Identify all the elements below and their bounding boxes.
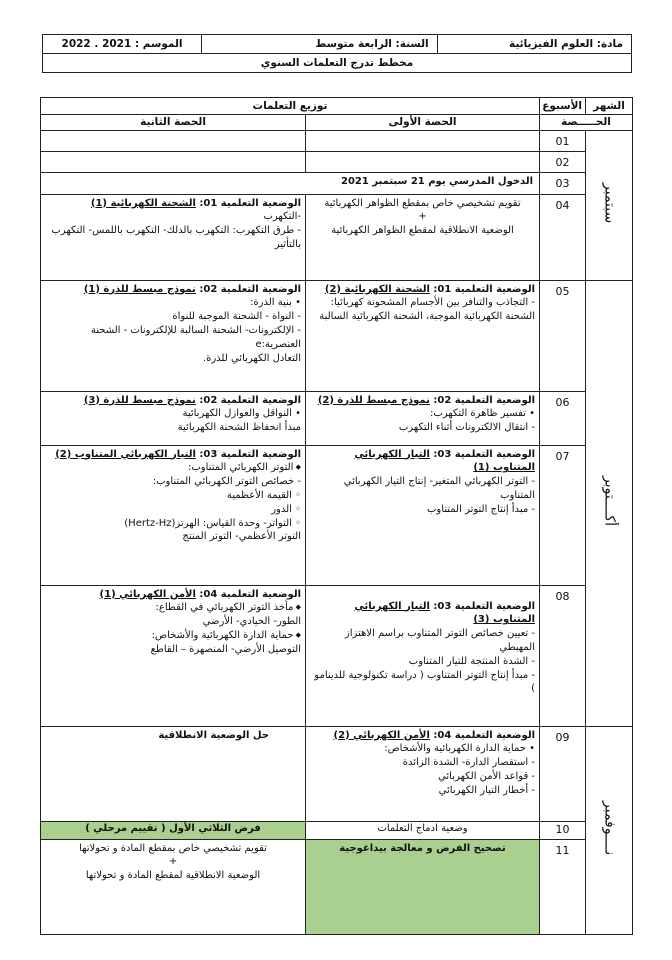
w04-s2-title-b: الشحنة الكهربائية (1) <box>90 197 196 209</box>
w06-s1-title <box>310 394 535 408</box>
w06-s2-line-1: • النواقل والعوازل الكهربائية <box>45 407 301 421</box>
w08-s2-line-1: ◆ مأخذ التوتر الكهربائي في القطاع: <box>45 601 301 615</box>
w08-s1-title-b: التيار الكهربائي المتناوب (3) <box>354 600 536 626</box>
w04-s1-plus: + <box>418 211 427 223</box>
w09-s1-line-4: - أخطار التيار الكهربائي <box>310 784 535 798</box>
week-11-session-2 <box>41 839 306 934</box>
w09-s1-title <box>310 729 535 743</box>
w07-s1-line-1: - التوتر الكهربائي المتغير- إنتاج التيار الكهربائي المتناوب <box>310 475 535 503</box>
header-table <box>42 34 632 73</box>
w07-s2-title-b: التيار الكهربائي المتناوب (2) <box>55 448 196 460</box>
w05-s2-line-4: التعادل الكهربائي للذرة. <box>202 352 302 364</box>
w06-s1-line-1: • تفسير ظاهرة التكهرب: <box>310 407 535 421</box>
month-november <box>586 726 633 934</box>
month-header: الشهر <box>586 98 633 115</box>
w08-s2-title <box>45 588 301 602</box>
week-02: 02 <box>540 152 586 173</box>
month-september <box>586 131 633 281</box>
week-header: الأسبوع <box>540 98 586 115</box>
w05-s2-line-2: - النواة - الشحنة الموجبة للنواة <box>45 310 301 324</box>
week-09: 09 <box>540 726 586 821</box>
w09-s1-line-1: • حماية الدارة الكهربائية والأشخاص: <box>310 742 535 756</box>
subject-label: مادة: العلوم الفيزيائية <box>437 35 631 54</box>
w07-s1-title-b: التيار الكهربائي المتناوب (1) <box>354 448 536 474</box>
w08-s2-title-b: الأمن الكهربائي (1) <box>99 588 196 600</box>
w07-s1-line-2: - مبدأ إنتاج التوتر المتناوب <box>310 503 535 517</box>
week-08: 08 <box>540 585 586 726</box>
w06-s2-title-b: نموذج مبسط للذرة (3) <box>83 394 196 406</box>
plan-table <box>40 97 633 935</box>
w11-s2-plus: + <box>168 856 178 868</box>
week-07-session-2 <box>41 445 306 585</box>
w05-s2-line-3: - الإلكترونات- الشحنة السالبة للإلكترونات - الشحنة العنصرية:e <box>45 324 301 352</box>
w08-s1-line-1: - تعيين خصائص التوتر المتناوب براسم الاهتزاز المهبطي <box>310 627 535 655</box>
week-09-session-2: حل الوضعية الانطلاقية <box>41 726 306 821</box>
session-header: الحـــــصة <box>540 115 633 131</box>
w04-s1-line-b: الوضعية الانطلاقية لمقطع الظواهر الكهربائية <box>331 225 514 237</box>
week-02-session-1 <box>306 152 540 173</box>
w08-s2-line-4: التوصيل الأرضي- المنصهرة – القاطع <box>150 643 302 655</box>
w05-s1-title <box>310 283 535 297</box>
w07-s2-line-2: - خصائص التوتر الكهربائي المتناوب: <box>45 475 301 489</box>
week-11: 11 <box>540 839 586 934</box>
week-05-session-1 <box>306 280 540 391</box>
week-03: 03 <box>540 173 586 194</box>
w08-s2-line-2: الطور- الحيادي- الأرضي <box>202 616 302 628</box>
w04-s1-line-a: تقويم تشخيصي خاص بمقطع الظواهر الكهربائية <box>324 197 521 209</box>
w11-s2-line-b: الوضعية الانطلاقية لمقطع المادة و تحولاتها <box>85 870 261 882</box>
w09-s1-line-3: - قواعد الأمن الكهربائي <box>310 770 535 784</box>
w08-s2-title-a: الوضعية التعلمية 04: <box>195 588 302 600</box>
week-01: 01 <box>540 131 586 152</box>
w07-s1-title <box>310 448 535 476</box>
w06-s1-line-2: - انتقال الالكترونات أثناء التكهرب <box>310 421 535 435</box>
w06-s2-line-2: مبدأ انحفاظ الشحنة الكهربائية <box>177 422 302 434</box>
week-10-session-2: فرض الثلاثي الأول ( تقييم مرحلي ) <box>41 821 306 839</box>
w04-s2-line-2: - طرق التكهرب: التكهرب بالدلك- التكهرب باللمس- التكهرب بالتأثير <box>51 225 302 250</box>
w05-s2-title <box>45 283 301 297</box>
w07-s2-line-6: التوتر الأعظمي- التوتر المنتج <box>182 531 302 543</box>
w08-s1-line-3: - مبدأ إنتاج التوتر المتناوب ( دراسة تكنولوجية للدينامو ) <box>310 669 535 697</box>
w09-s1-line-2: - استقصار الدارة- الشدة الزائدة <box>310 756 535 770</box>
w05-s1-line-1: - التجاذب والتنافر بين الأجسام المشحونة كهربائيا: الشحنة الكهربائية الموجبة، الشحنة الكهربائية السالبة <box>310 296 535 324</box>
month-october-label: أكــــتوبر <box>601 475 618 526</box>
week-06: 06 <box>540 391 586 445</box>
w07-s2-title-a: الوضعية التعلمية 03: <box>195 448 302 460</box>
w05-s1-title-a: الوضعية التعلمية 01: <box>429 283 536 295</box>
w07-s2-line-4: ◦ الدور <box>45 503 301 517</box>
week-05-session-2 <box>41 280 306 391</box>
w04-s2-title-a: الوضعية التعلمية 01: <box>195 197 302 209</box>
week-08-session-2 <box>41 585 306 726</box>
week-07: 07 <box>540 445 586 585</box>
week-07-session-1 <box>306 445 540 585</box>
second-session-header: الحصة الثانية <box>41 115 306 131</box>
week-01-session-2 <box>41 131 306 152</box>
week-02-session-2 <box>41 152 306 173</box>
week-04: 04 <box>540 194 586 280</box>
week-05: 05 <box>540 280 586 391</box>
w09-s1-title-a: الوضعية التعلمية 04: <box>429 729 536 741</box>
w06-s2-title <box>45 394 301 408</box>
week-06-session-2 <box>41 391 306 445</box>
week-04-session-2 <box>41 194 306 280</box>
w08-s1-title-a: الوضعية التعلمية 03: <box>429 600 536 612</box>
week-11-session-1: تصحيح الفرض و معالجة بيداغوجية <box>306 839 540 934</box>
season-label: الموسم : 2021 . 2022 <box>43 35 202 54</box>
w05-s1-title-b: الشحنة الكهربائية (2) <box>324 283 430 295</box>
month-november-label: نــــوفمبر <box>601 800 618 855</box>
w07-s2-title <box>45 448 301 462</box>
w06-s1-title-a: الوضعية التعلمية 02: <box>429 394 536 406</box>
w04-s2-title <box>45 197 301 211</box>
distribution-header: توزيع التعلمات <box>41 98 540 115</box>
w08-s1-title <box>310 600 535 628</box>
level-label: السنة: الرابعة متوسط <box>202 35 438 54</box>
w05-s2-title-b: نموذج مبسط للذرة (1) <box>83 283 196 295</box>
week-10-session-1: وضعية ادماج التعلمات <box>306 821 540 839</box>
first-session-header: الحصة الأولى <box>306 115 540 131</box>
w07-s2-line-3: ◦ القيمة الأعظمية <box>45 489 301 503</box>
week-01-session-1 <box>306 131 540 152</box>
w07-s2-line-5: ◦ التواتر- وحدة القياس: الهرتز(Hertz-Hz) <box>45 517 301 531</box>
week-09-session-1 <box>306 726 540 821</box>
week-08-session-1 <box>306 585 540 726</box>
w04-s2-line-1: -التكهرب <box>263 211 302 223</box>
month-october <box>586 280 633 726</box>
w05-s2-line-1: • بنية الذرة: <box>45 296 301 310</box>
w07-s2-line-1: ◆ التوتر الكهربائي المتناوب: <box>45 461 301 475</box>
w08-s1-line-2: - الشدة المنتجة للتيار المتناوب <box>310 655 535 669</box>
w11-s2-line-a: تقويم تشخيصي خاص بمقطع المادة و تحولاتها <box>79 842 267 854</box>
month-september-label: سبتمبر <box>601 182 618 223</box>
plan-title: مخطط تدرج التعلمات السنوي <box>43 54 632 73</box>
week-06-session-1 <box>306 391 540 445</box>
w06-s2-title-a: الوضعية التعلمية 02: <box>195 394 302 406</box>
w05-s2-title-a: الوضعية التعلمية 02: <box>195 283 302 295</box>
w06-s1-title-b: نموذج مبسط للذرة (2) <box>317 394 430 406</box>
week-10: 10 <box>540 821 586 839</box>
w09-s1-title-b: الأمن الكهربائي (2) <box>333 729 430 741</box>
school-start-note: الدخول المدرسي يوم 21 سبتمبر 2021 <box>41 173 540 194</box>
week-04-session-1 <box>306 194 540 280</box>
w07-s1-title-a: الوضعية التعلمية 03: <box>429 448 536 460</box>
w08-s2-line-3: ◆ حماية الدارة الكهربائية والأشخاص: <box>45 629 301 643</box>
